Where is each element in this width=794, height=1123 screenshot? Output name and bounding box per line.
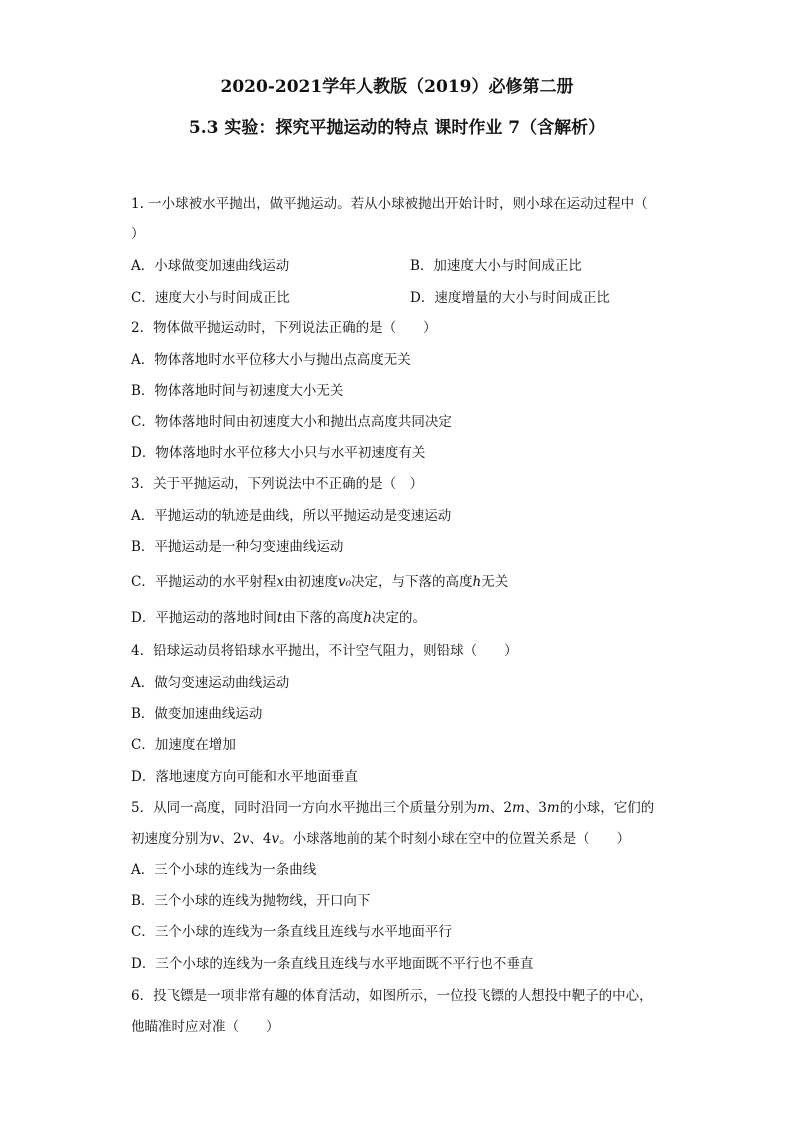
question-1-option-c: C．速度大小与时间成正比 [131,290,290,306]
question-4-stem: 4．铅球运动员将铅球水平抛出，不计空气阻力，则铅球（ ） [131,643,518,659]
variable-v0: v₀ [337,574,352,590]
stem-text: 、2 [489,800,512,816]
question-2-option-a: A．物体落地时水平位移大小与抛出点高度无关 [131,352,411,368]
stem-text: 初速度分别为 [131,831,212,847]
question-3-option-a: A．平抛运动的轨迹是曲线，所以平抛运动是变速运动 [131,508,452,524]
variable-x: x [276,574,284,590]
page-subtitle: 5.3 实验：探究平抛运动的特点 课时作业 7（含解析） [188,118,606,138]
variable-m: m [477,800,490,816]
question-6-stem-line2: 他瞄准时应对准（ ） [131,1019,280,1035]
variable-v: v [212,831,220,847]
option-text: 由下落的高度 [282,610,364,626]
stem-text: 、3 [524,800,547,816]
stem-text: 、2 [219,831,242,847]
variable-m: m [512,800,525,816]
question-6-stem: 6．投飞镖是一项非常有趣的体育活动，如图所示，一位投飞镖的人想投中靶子的中心， [131,988,653,1004]
question-1-stem-tail: ） [131,226,145,242]
question-4-option-c: C．加速度在增加 [131,737,236,753]
option-text: C．平抛运动的水平射程 [131,574,277,590]
stem-text: 5．从同一高度，同时沿同一方向水平抛出三个质量分别为 [131,800,478,816]
question-4-option-d: D．落地速度方向可能和水平地面垂直 [131,769,358,785]
stem-text: 。小球落地前的某个时刻小球在空中的位置关系是（ ） [279,831,631,847]
option-text: 决定，与下落的高度 [351,574,473,590]
variable-h: h [472,574,482,590]
question-1-option-b: B．加速度大小与时间成正比 [410,258,582,274]
question-5-option-b: B．三个小球的连线为抛物线，开口向下 [131,893,371,909]
question-3-option-d [131,606,426,626]
question-2-option-b: B．物体落地时间与初速度大小无关 [131,383,344,399]
question-3-option-b: B．平抛运动是一种匀变速曲线运动 [131,539,344,555]
question-2-option-c: C．物体落地时间由初速度大小和抛出点高度共同决定 [131,414,452,430]
question-5-option-d: D．三个小球的连线为一条直线且连线与水平地面既不平行也不垂直 [131,956,534,972]
option-text: D．平抛运动的落地时间 [131,610,277,626]
variable-v: v [241,831,250,847]
stem-text: 、4 [249,831,272,847]
variable-t: t [276,610,283,626]
question-5-stem-line2 [131,827,630,847]
question-3-stem: 3．关于平抛运动，下列说法中不正确的是（ ） [131,476,424,492]
variable-h: h [363,610,372,626]
question-1-option-a: A．小球做变加速曲线运动 [131,258,290,274]
question-2-stem: 2．物体做平抛运动时，下列说法正确的是（ ） [131,320,437,336]
question-5-stem [131,796,654,816]
option-text: 由初速度 [283,574,338,590]
question-4-option-b: B．做变加速曲线运动 [131,706,263,722]
question-1-option-d: D．速度增量的大小与时间成正比 [410,290,610,306]
question-5-option-a: A．三个小球的连线为一条曲线 [131,862,317,878]
option-text: 决定的。 [371,610,426,626]
variable-v: v [271,831,280,847]
stem-text: 的小球，它们的 [559,800,655,816]
question-3-option-c [131,570,508,590]
question-2-option-d: D．物体落地时水平位移大小只与水平初速度有关 [131,445,426,461]
variable-m: m [546,800,560,816]
question-1-stem: 1. 一小球被水平抛出，做平抛运动。若从小球被抛出开始计时，则小球在运动过程中（ [131,196,648,212]
question-5-option-c: C．三个小球的连线为一条直线且连线与水平地面平行 [131,924,452,940]
page-title: 2020-2021学年人教版（2019）必修第二册 [220,77,574,97]
question-4-option-a: A．做匀变速运动曲线运动 [131,675,290,691]
option-text: 无关 [481,574,509,590]
